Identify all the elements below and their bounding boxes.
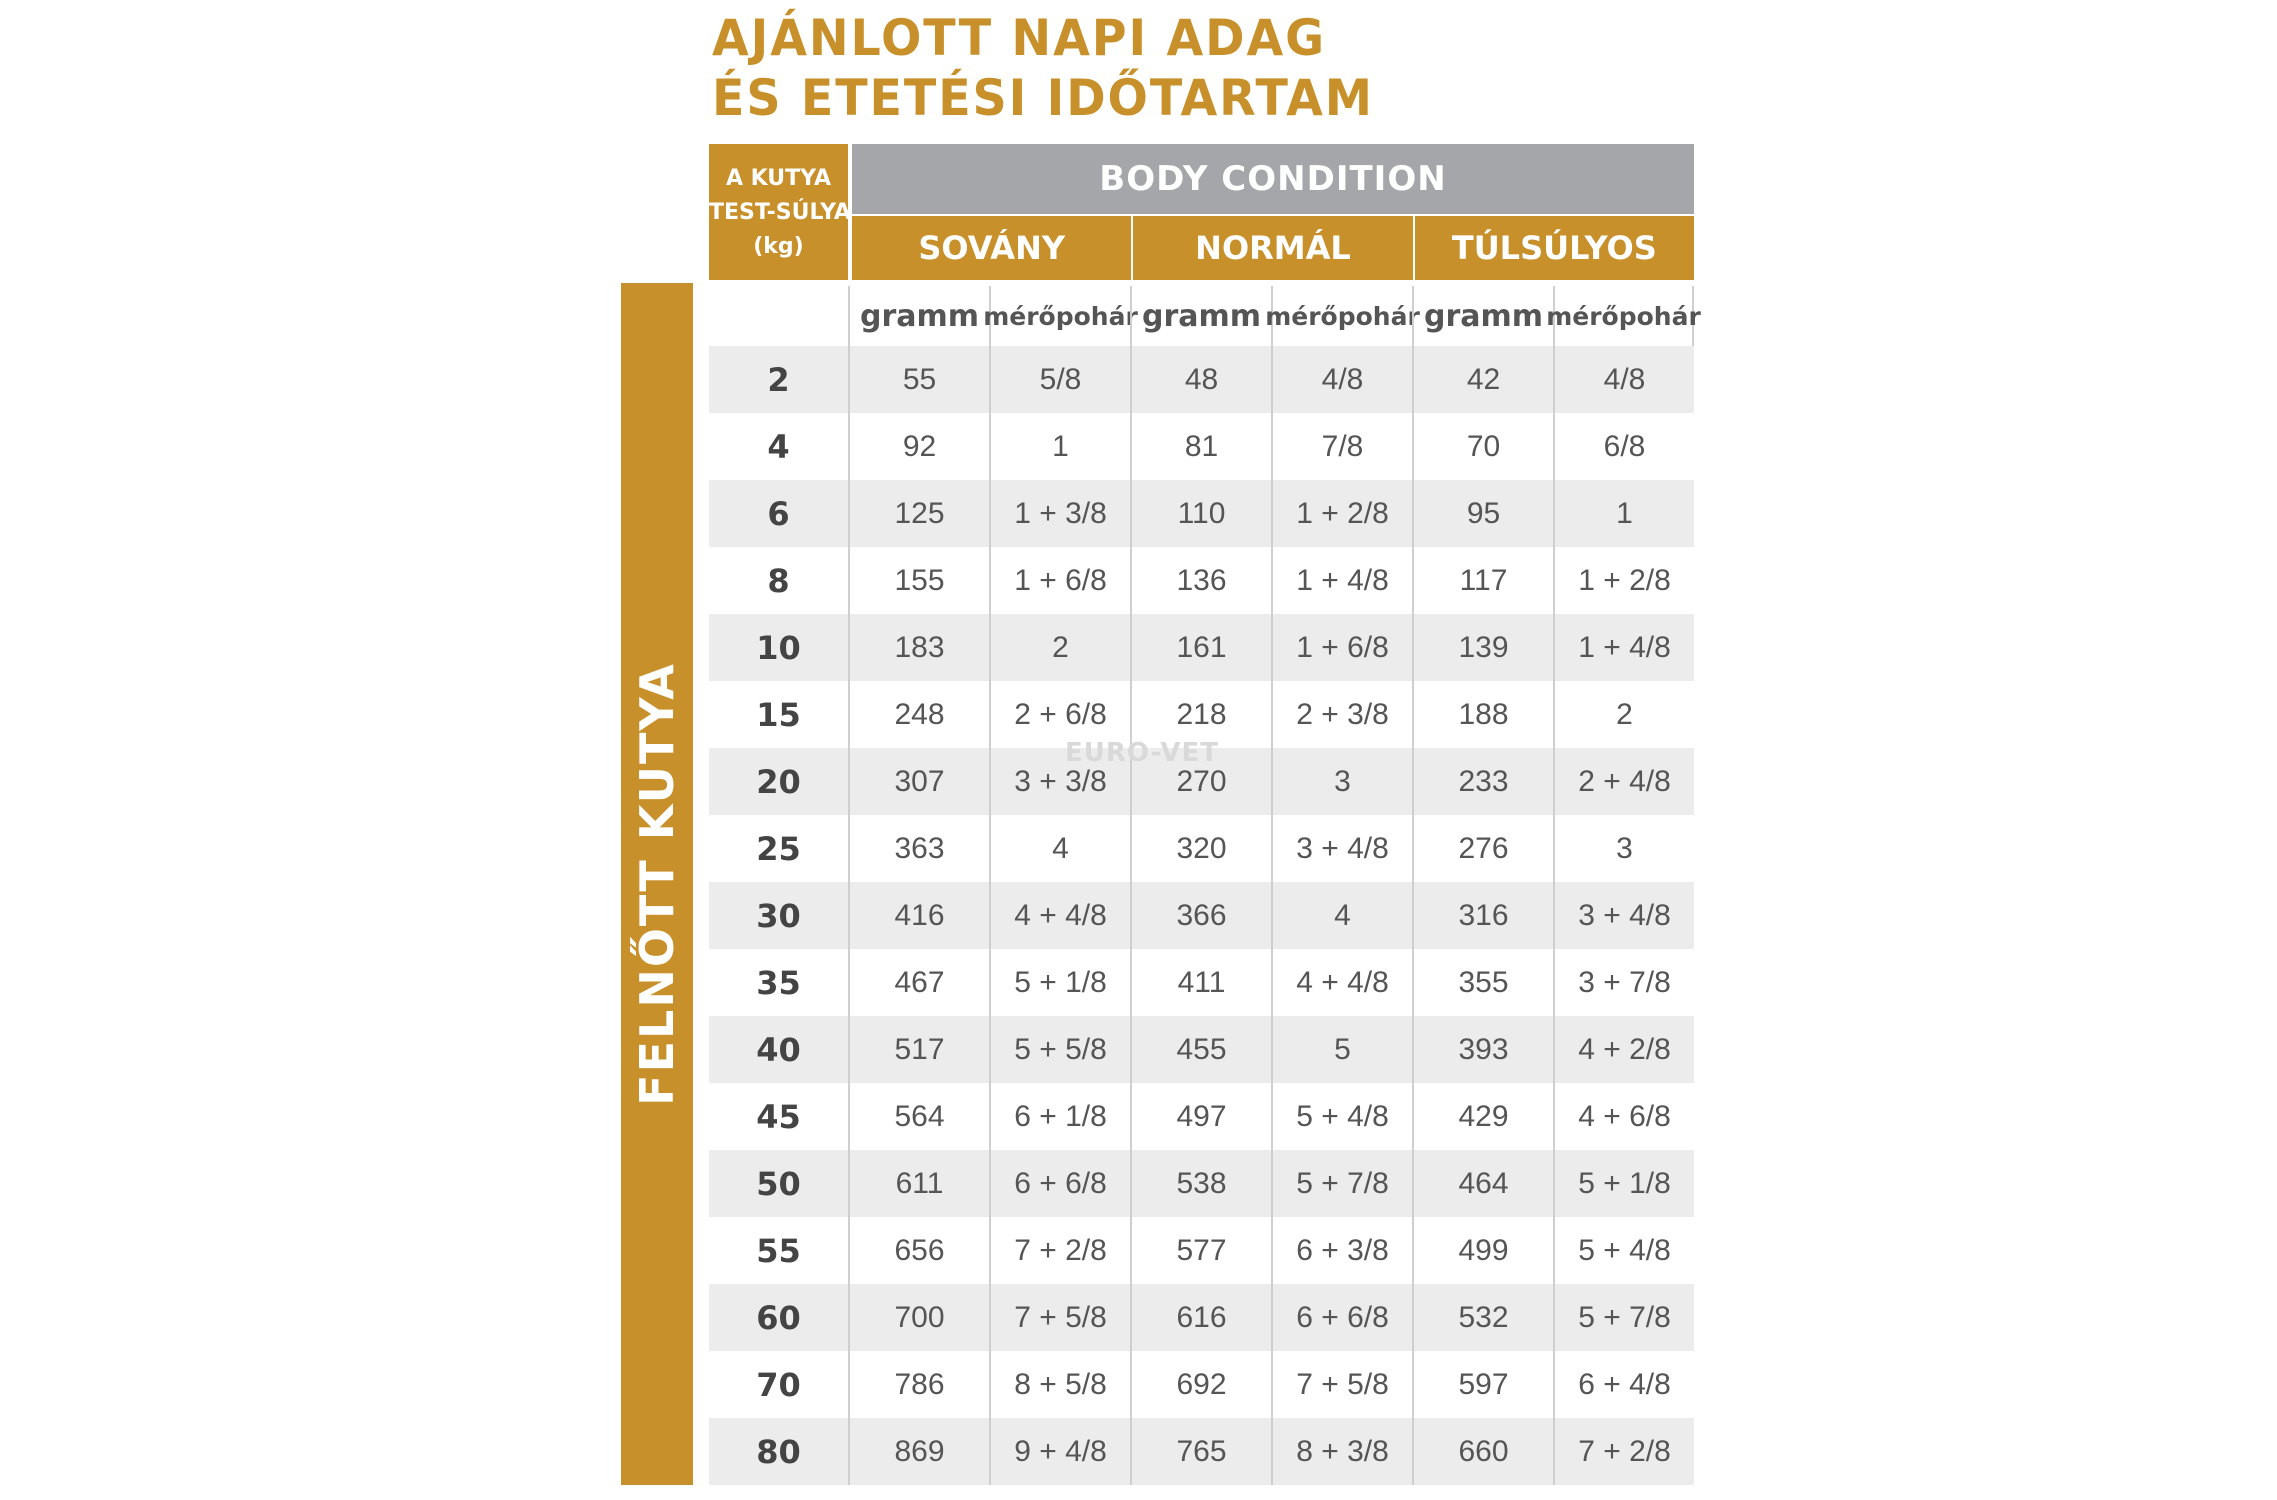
meropohar-cell: 4: [1271, 882, 1412, 949]
meropohar-cell: 7 + 2/8: [1553, 1418, 1694, 1485]
meropohar-cell: 5 + 4/8: [1553, 1217, 1694, 1284]
weight-cell: 30: [756, 896, 801, 935]
gramm-cell: 117: [1412, 547, 1553, 614]
weight-header-line-1: A KUTYA: [725, 166, 832, 191]
meropohar-cell: 2: [989, 614, 1130, 681]
gramm-cell: 467: [848, 949, 989, 1016]
unit-header-meropohar: mérőpohár: [1271, 286, 1412, 346]
gramm-cell: 416: [848, 882, 989, 949]
gramm-cell: 656: [848, 1217, 989, 1284]
meropohar-cell: 4 + 4/8: [989, 882, 1130, 949]
table-row: [709, 882, 1694, 949]
meropohar-cell: 2 + 4/8: [1553, 748, 1694, 815]
table-row: [709, 1418, 1694, 1485]
gramm-cell: 276: [1412, 815, 1553, 882]
gramm-cell: 411: [1130, 949, 1271, 1016]
condition-header-sovany: SOVÁNY: [852, 216, 1131, 280]
gramm-cell: 316: [1412, 882, 1553, 949]
gramm-cell: 233: [1412, 748, 1553, 815]
weight-cell: 45: [756, 1097, 801, 1136]
meropohar-cell: 5 + 4/8: [1271, 1083, 1412, 1150]
gramm-cell: 81: [1130, 413, 1271, 480]
weight-cell: 35: [756, 963, 801, 1002]
unit-header-gramm: gramm: [1412, 286, 1553, 346]
gramm-cell: 577: [1130, 1217, 1271, 1284]
meropohar-cell: 3 + 7/8: [1553, 949, 1694, 1016]
gramm-cell: 136: [1130, 547, 1271, 614]
weight-cell: 50: [756, 1164, 801, 1203]
gramm-cell: 660: [1412, 1418, 1553, 1485]
meropohar-cell: 6 + 3/8: [1271, 1217, 1412, 1284]
table-row: [709, 480, 1694, 547]
watermark: EURO-VET: [1065, 738, 1219, 768]
gramm-cell: 538: [1130, 1150, 1271, 1217]
condition-header-group: [852, 144, 1694, 280]
title-line-1: AJÁNLOTT NAPI ADAG: [712, 9, 1327, 67]
table-row: [709, 1150, 1694, 1217]
meropohar-cell: 6 + 6/8: [989, 1150, 1130, 1217]
meropohar-cell: 7/8: [1271, 413, 1412, 480]
table-row: [709, 547, 1694, 614]
gramm-cell: 497: [1130, 1083, 1271, 1150]
weight-cell: 55: [756, 1231, 801, 1270]
gramm-cell: 564: [848, 1083, 989, 1150]
meropohar-cell: 1 + 3/8: [989, 480, 1130, 547]
meropohar-cell: 3 + 3/8: [989, 748, 1130, 815]
gramm-cell: 869: [848, 1418, 989, 1485]
gramm-cell: 183: [848, 614, 989, 681]
gramm-cell: 499: [1412, 1217, 1553, 1284]
condition-header-tulsulyos: TÚLSÚLYOS: [1413, 216, 1694, 280]
meropohar-cell: 6 + 1/8: [989, 1083, 1130, 1150]
meropohar-cell: 3: [1271, 748, 1412, 815]
weight-cell: 80: [756, 1432, 801, 1471]
gramm-cell: 455: [1130, 1016, 1271, 1083]
meropohar-cell: 1 + 4/8: [1271, 547, 1412, 614]
meropohar-cell: 2 + 6/8: [989, 681, 1130, 748]
meropohar-cell: 8 + 5/8: [989, 1351, 1130, 1418]
meropohar-cell: 1: [1553, 480, 1694, 547]
meropohar-cell: 1: [989, 413, 1130, 480]
body-condition-header: BODY CONDITION: [852, 144, 1694, 214]
gramm-cell: 139: [1412, 614, 1553, 681]
weight-cell: 4: [767, 427, 790, 466]
weight-cell: 15: [756, 695, 801, 734]
weight-cell: 40: [756, 1030, 801, 1069]
meropohar-cell: 5 + 1/8: [1553, 1150, 1694, 1217]
gramm-cell: 95: [1412, 480, 1553, 547]
meropohar-cell: 5/8: [989, 346, 1130, 413]
meropohar-cell: 7 + 5/8: [1271, 1351, 1412, 1418]
gramm-cell: 110: [1130, 480, 1271, 547]
weight-cell: 20: [756, 762, 801, 801]
meropohar-cell: 2 + 3/8: [1271, 681, 1412, 748]
meropohar-cell: 6/8: [1553, 413, 1694, 480]
weight-cell: 10: [756, 628, 801, 667]
gramm-cell: 92: [848, 413, 989, 480]
meropohar-cell: 1 + 2/8: [1271, 480, 1412, 547]
unit-header-meropohar: mérőpohár: [989, 286, 1130, 346]
meropohar-cell: 6 + 4/8: [1553, 1351, 1694, 1418]
gramm-cell: 700: [848, 1284, 989, 1351]
condition-row: [852, 216, 1694, 280]
gramm-cell: 366: [1130, 882, 1271, 949]
page-title: [712, 8, 1374, 128]
weight-cell: 6: [767, 494, 790, 533]
unit-header-row: [709, 286, 1701, 346]
meropohar-cell: 3 + 4/8: [1553, 882, 1694, 949]
table-row: [709, 346, 1694, 413]
meropohar-cell: 4 + 4/8: [1271, 949, 1412, 1016]
gramm-cell: 320: [1130, 815, 1271, 882]
meropohar-cell: 3: [1553, 815, 1694, 882]
gramm-cell: 55: [848, 346, 989, 413]
gramm-cell: 464: [1412, 1150, 1553, 1217]
gramm-cell: 307: [848, 748, 989, 815]
gramm-cell: 42: [1412, 346, 1553, 413]
meropohar-cell: 1 + 6/8: [989, 547, 1130, 614]
side-label: FELNŐTT KUTYA: [630, 662, 684, 1106]
table-row: [709, 1083, 1694, 1150]
table-row: [709, 1217, 1694, 1284]
meropohar-cell: 1 + 6/8: [1271, 614, 1412, 681]
weight-column-header: [709, 144, 851, 280]
unit-header-blank: [709, 286, 848, 346]
gramm-cell: 155: [848, 547, 989, 614]
meropohar-cell: 8 + 3/8: [1271, 1418, 1412, 1485]
gramm-cell: 765: [1130, 1418, 1271, 1485]
meropohar-cell: 5 + 7/8: [1271, 1150, 1412, 1217]
gramm-cell: 517: [848, 1016, 989, 1083]
gramm-cell: 70: [1412, 413, 1553, 480]
meropohar-cell: 7 + 5/8: [989, 1284, 1130, 1351]
gramm-cell: 188: [1412, 681, 1553, 748]
gramm-cell: 363: [848, 815, 989, 882]
title-line-2: ÉS ETETÉSI IDŐTARTAM: [712, 69, 1374, 127]
gramm-cell: 161: [1130, 614, 1271, 681]
gramm-cell: 355: [1412, 949, 1553, 1016]
meropohar-cell: 5 + 7/8: [1553, 1284, 1694, 1351]
meropohar-cell: 1 + 4/8: [1553, 614, 1694, 681]
unit-header-gramm: gramm: [1130, 286, 1271, 346]
gramm-cell: 48: [1130, 346, 1271, 413]
meropohar-cell: 9 + 4/8: [989, 1418, 1130, 1485]
meropohar-cell: 5 + 5/8: [989, 1016, 1130, 1083]
gramm-cell: 429: [1412, 1083, 1553, 1150]
meropohar-cell: 6 + 6/8: [1271, 1284, 1412, 1351]
meropohar-cell: 4 + 6/8: [1553, 1083, 1694, 1150]
gramm-cell: 611: [848, 1150, 989, 1217]
table-row: [709, 949, 1694, 1016]
meropohar-cell: 2: [1553, 681, 1694, 748]
condition-header-normal: NORMÁL: [1131, 216, 1412, 280]
table-row: [709, 815, 1694, 882]
meropohar-cell: 4: [989, 815, 1130, 882]
table-body: [709, 346, 1694, 1485]
unit-header-meropohar: mérőpohár: [1553, 286, 1694, 346]
meropohar-cell: 4 + 2/8: [1553, 1016, 1694, 1083]
weight-header-line-3: (kg): [753, 234, 804, 259]
table-header: [709, 144, 1694, 280]
feeding-table: [709, 144, 1701, 1485]
unit-header-gramm: gramm: [848, 286, 989, 346]
meropohar-cell: 4/8: [1553, 346, 1694, 413]
meropohar-cell: 4/8: [1271, 346, 1412, 413]
meropohar-cell: 3 + 4/8: [1271, 815, 1412, 882]
gramm-cell: 218: [1130, 681, 1271, 748]
side-label-bar: [621, 283, 693, 1485]
meropohar-cell: 1 + 2/8: [1553, 547, 1694, 614]
gramm-cell: 248: [848, 681, 989, 748]
weight-cell: 25: [756, 829, 801, 868]
gramm-cell: 532: [1412, 1284, 1553, 1351]
gramm-cell: 270: [1130, 748, 1271, 815]
weight-header-line-2: TEST-SÚLYA: [709, 200, 851, 225]
weight-cell: 8: [767, 561, 790, 600]
gramm-cell: 616: [1130, 1284, 1271, 1351]
gramm-cell: 786: [848, 1351, 989, 1418]
table-row: [709, 413, 1694, 480]
gramm-cell: 597: [1412, 1351, 1553, 1418]
meropohar-cell: 5: [1271, 1016, 1412, 1083]
gramm-cell: 125: [848, 480, 989, 547]
meropohar-cell: 5 + 1/8: [989, 949, 1130, 1016]
gramm-cell: 393: [1412, 1016, 1553, 1083]
table-row: [709, 1284, 1694, 1351]
table-row: [709, 1016, 1694, 1083]
weight-cell: 2: [767, 360, 790, 399]
weight-cell: 60: [756, 1298, 801, 1337]
gramm-cell: 692: [1130, 1351, 1271, 1418]
table-row: [709, 614, 1694, 681]
meropohar-cell: 7 + 2/8: [989, 1217, 1130, 1284]
weight-cell: 70: [756, 1365, 801, 1404]
table-row: [709, 1351, 1694, 1418]
